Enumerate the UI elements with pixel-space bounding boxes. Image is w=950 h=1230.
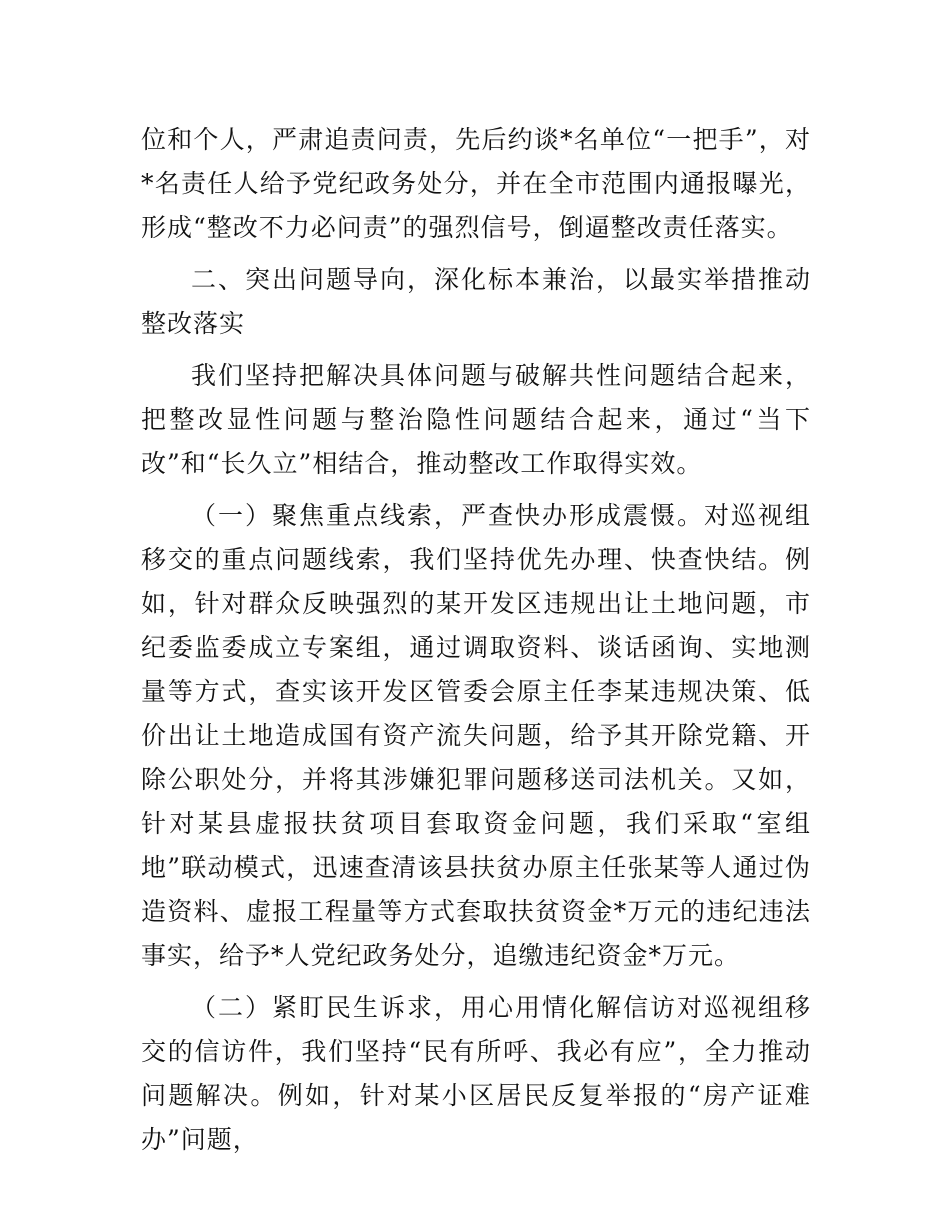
section-heading: 二、突出问题导向，深化标本兼治，以最实举措推动整改落实 bbox=[141, 265, 811, 338]
paragraph-4: （二）紧盯民生诉求，用心用情化解信访对巡视组移交的信访件，我们坚持“民有所呼、我必有应”，全力推动问题解决。例如，针对某小区居民反复举报的“房产证难办”问题， bbox=[141, 993, 811, 1154]
paragraph-1: 位和个人，严肃追责问责，先后约谈*名单位“一把手”，对*名责任人给予党纪政务处分，并在全市范围内通报曝光，形成“整改不力必问责”的强烈信号，倒逼整改责任落实。 bbox=[141, 125, 811, 242]
document-body bbox=[141, 118, 811, 1170]
paragraph-2: 我们坚持把解决具体问题与破解共性问题结合起来，把整改显性问题与整治隐性问题结合起来，通过“当下改”和“长久立”相结合，推动整改工作取得实效。 bbox=[141, 361, 811, 478]
paragraph-3: （一）聚焦重点线索，严查快办形成震慑。对巡视组移交的重点问题线索，我们坚持优先办理、快查快结。例如，针对群众反映强烈的某开发区违规出让土地问题，市纪委监委成立专案组，通过调取资料、谈话函询、实地测量等方式，查实该开发区管委会原主任李某违规决策、低价出让土地造成国有资产流失问题，给予其开除党籍、开除公职处分，并将其涉嫌犯罪问题移送司法机关。又如，针对某县虚报扶贫项目套取资金问题，我们采取“室组地”联动模式，迅速查清该县扶贫办原主任张某等人通过伪造资料、虚报工程量等方式套取扶贫资金*万元的违纪违法事实，给予*人党纪政务处分，追缴违纪资金*万元。 bbox=[141, 501, 811, 970]
